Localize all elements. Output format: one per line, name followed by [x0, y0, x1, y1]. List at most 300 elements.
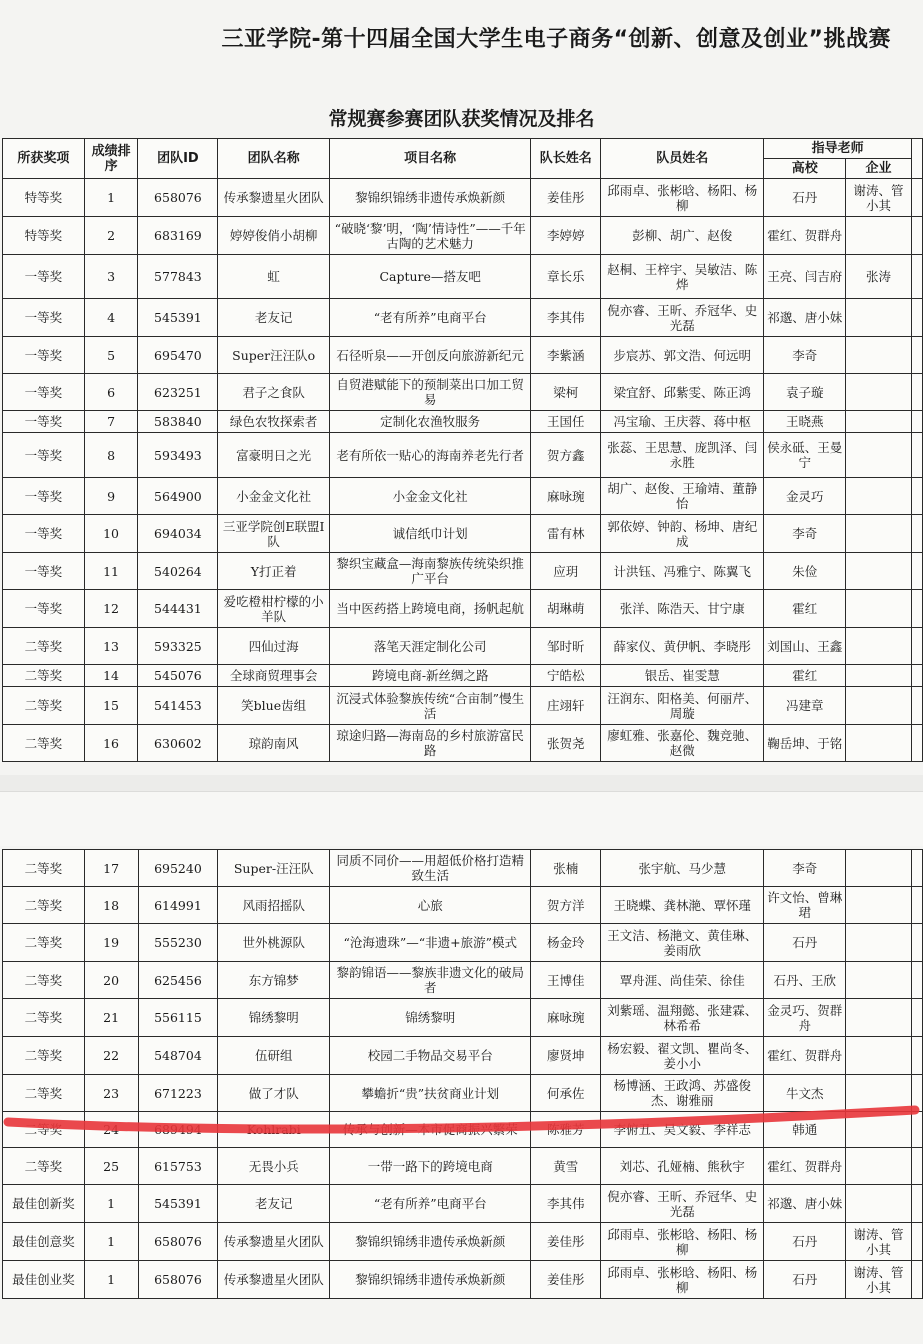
- extra-cell: [911, 553, 922, 590]
- advisor-company-cell: [846, 887, 912, 924]
- award-cell: 二等奖: [3, 924, 85, 962]
- project-cell: 琼途归路—海南岛的乡村旅游富民路: [329, 725, 530, 762]
- project-cell: 自贸港赋能下的预制菜出口加工贸易: [329, 374, 530, 411]
- team-id-cell: 545391: [138, 299, 218, 337]
- advisor-school-cell: 霍红、贺群舟: [764, 1148, 846, 1185]
- advisor-school-cell: 李奇: [764, 337, 846, 374]
- project-cell: 一带一路下的跨境电商: [330, 1148, 531, 1185]
- rank-cell: 1: [84, 1261, 138, 1299]
- extra-cell: [911, 687, 922, 725]
- project-cell: “老有所养”电商平台: [329, 299, 530, 337]
- team-id-cell: 545076: [138, 665, 218, 687]
- project-cell: 小金金文化社: [329, 478, 530, 515]
- members-cell: 邱雨卓、张彬晗、杨阳、杨柳: [601, 179, 764, 217]
- team-name-cell: 全球商贸理事会: [218, 665, 330, 687]
- award-cell: 一等奖: [3, 374, 85, 411]
- advisor-company-cell: [846, 553, 912, 590]
- leader-cell: 梁柯: [531, 374, 601, 411]
- award-cell: 二等奖: [3, 1037, 85, 1075]
- team-name-cell: 风雨招摇队: [218, 887, 330, 924]
- advisor-school-cell: 李奇: [764, 850, 846, 887]
- rank-cell: 9: [84, 478, 138, 515]
- project-cell: 锦绣黎明: [330, 999, 531, 1037]
- team-id-cell: 695240: [138, 850, 218, 887]
- project-cell: Capture—搭友吧: [329, 255, 530, 299]
- advisor-school-cell: 石丹: [764, 179, 846, 217]
- award-cell: 二等奖: [3, 687, 85, 725]
- members-cell: 刘芯、孔娅楠、熊秋宇: [601, 1148, 764, 1185]
- rank-cell: 2: [84, 217, 138, 255]
- table-row: [3, 1037, 923, 1075]
- rank-cell: 20: [84, 962, 138, 999]
- leader-cell: 张贺尧: [531, 725, 601, 762]
- award-cell: 二等奖: [3, 850, 85, 887]
- members-cell: 汪润东、阳格美、何丽芹、周璇: [601, 687, 764, 725]
- members-cell: 张洋、陈浩天、甘宁康: [601, 590, 764, 628]
- table-row: [3, 962, 923, 999]
- rank-cell: 24: [84, 1112, 138, 1148]
- leader-cell: 李婷婷: [531, 217, 601, 255]
- advisor-school-cell: 许文怡、曾琳珺: [764, 887, 846, 924]
- project-cell: 黎韵锦语——黎族非遗文化的破局者: [330, 962, 531, 999]
- rank-cell: 8: [84, 433, 138, 478]
- advisor-school-cell: 石丹: [764, 1261, 846, 1299]
- advisor-school-cell: 刘国山、王鑫: [764, 628, 846, 665]
- leader-cell: 廖贤坤: [531, 1037, 601, 1075]
- table-row: [3, 887, 923, 924]
- team-id-cell: 541453: [138, 687, 218, 725]
- header-advisor-company: 企业: [846, 159, 912, 179]
- project-cell: 落笔天涯定制化公司: [329, 628, 530, 665]
- award-cell: 二等奖: [3, 628, 85, 665]
- members-cell: 邱雨卓、张彬晗、杨阳、杨柳: [601, 1223, 764, 1261]
- team-id-cell: 548704: [138, 1037, 218, 1075]
- members-cell: 步宸苏、郭文浩、何远明: [601, 337, 764, 374]
- advisor-school-cell: 霍红、贺群舟: [764, 217, 846, 255]
- advisor-school-cell: 金灵巧、贺群舟: [764, 999, 846, 1037]
- advisor-company-cell: [846, 1112, 912, 1148]
- team-name-cell: 传承黎遗星火团队: [218, 1261, 330, 1299]
- project-cell: 攀蟾折“贵”扶贫商业计划: [330, 1075, 531, 1112]
- leader-cell: 贺方洋: [531, 887, 601, 924]
- advisor-school-cell: 冯建章: [764, 687, 846, 725]
- leader-cell: 张楠: [531, 850, 601, 887]
- team-name-cell: Y打正着: [218, 553, 330, 590]
- extra-cell: [911, 887, 922, 924]
- members-cell: 王文洁、杨滟文、黄佳琳、姜雨欣: [601, 924, 764, 962]
- advisor-company-cell: 张涛: [846, 255, 912, 299]
- team-name-cell: 虹: [218, 255, 330, 299]
- leader-cell: 麻咏琬: [531, 999, 601, 1037]
- advisor-company-cell: [846, 1075, 912, 1112]
- table-row: [3, 590, 923, 628]
- award-cell: 一等奖: [3, 433, 85, 478]
- advisor-company-cell: [846, 687, 912, 725]
- team-name-cell: 世外桃源队: [218, 924, 330, 962]
- table-row: [3, 850, 923, 887]
- header-award: 所获奖项: [3, 139, 85, 179]
- team-id-cell: 658076: [138, 1223, 218, 1261]
- team-id-cell: 625456: [138, 962, 218, 999]
- table-subtitle: 常规赛参赛团队获奖情况及排名: [328, 108, 595, 130]
- leader-cell: 李紫涵: [531, 337, 601, 374]
- members-cell: 彭柳、胡广、赵俊: [601, 217, 764, 255]
- extra-cell: [911, 1037, 922, 1075]
- header-team-name: 团队名称: [218, 139, 330, 179]
- extra-cell: [911, 179, 922, 217]
- team-name-cell: Super-汪汪队: [218, 850, 330, 887]
- award-cell: 最佳创新奖: [3, 1185, 85, 1223]
- award-cell: 一等奖: [3, 255, 85, 299]
- leader-cell: 麻咏琬: [531, 478, 601, 515]
- team-id-cell: 658076: [138, 1261, 218, 1299]
- project-cell: 沉浸式体验黎族传统“合亩制”慢生活: [329, 687, 530, 725]
- leader-cell: 李其伟: [531, 299, 601, 337]
- award-cell: 二等奖: [3, 725, 85, 762]
- team-name-cell: 琼韵南风: [218, 725, 330, 762]
- header-team-id: 团队ID: [138, 139, 218, 179]
- extra-cell: [911, 628, 922, 665]
- table-row: [3, 515, 923, 553]
- team-id-cell: 683169: [138, 217, 218, 255]
- leader-cell: 宁皓松: [531, 665, 601, 687]
- team-id-cell: 564900: [138, 478, 218, 515]
- team-id-cell: 544431: [138, 590, 218, 628]
- rank-cell: 4: [84, 299, 138, 337]
- extra-cell: [911, 478, 922, 515]
- project-cell: 定制化农渔牧服务: [329, 411, 530, 433]
- team-name-cell: 婷婷俊俏小胡柳: [218, 217, 330, 255]
- team-name-cell: 无畏小兵: [218, 1148, 330, 1185]
- award-cell: 一等奖: [3, 411, 85, 433]
- members-cell: 梁宜舒、邱紫雯、陈正鸿: [601, 374, 764, 411]
- members-cell: 廖虹雅、张嘉伦、魏竞驰、赵微: [601, 725, 764, 762]
- rank-cell: 15: [84, 687, 138, 725]
- advisor-school-cell: 王亮、闫吉府: [764, 255, 846, 299]
- team-name-cell: 四仙过海: [218, 628, 330, 665]
- project-cell: 黎锦织锦绣非遗传承焕新颜: [329, 179, 530, 217]
- advisor-school-cell: 牛文杰: [764, 1075, 846, 1112]
- table-row: [3, 999, 923, 1037]
- table-row: [3, 628, 923, 665]
- extra-cell: [911, 999, 922, 1037]
- project-cell: 老有所依一贴心的海南养老先行者: [329, 433, 530, 478]
- header-rank: 成绩排序: [84, 139, 138, 179]
- table-row: [3, 1148, 923, 1185]
- team-id-cell: 671223: [138, 1075, 218, 1112]
- award-cell: 二等奖: [3, 999, 85, 1037]
- team-name-cell: 绿色农牧探索者: [218, 411, 330, 433]
- advisor-school-cell: 石丹: [764, 924, 846, 962]
- advisor-company-cell: [846, 411, 912, 433]
- header-project: 项目名称: [329, 139, 530, 179]
- members-cell: 张宇航、马少慧: [601, 850, 764, 887]
- leader-cell: 王国任: [531, 411, 601, 433]
- project-cell: 心旅: [330, 887, 531, 924]
- advisor-company-cell: [846, 1185, 912, 1223]
- team-id-cell: 540264: [138, 553, 218, 590]
- advisor-company-cell: [846, 850, 912, 887]
- award-cell: 一等奖: [3, 299, 85, 337]
- members-cell: 郭依婷、钟韵、杨坤、唐纪成: [601, 515, 764, 553]
- members-cell: 刘紫瑶、温翔懿、张建霖、林希希: [601, 999, 764, 1037]
- team-name-cell: Super汪汪队o: [218, 337, 330, 374]
- rank-cell: 6: [84, 374, 138, 411]
- rank-cell: 21: [84, 999, 138, 1037]
- advisor-school-cell: 石丹、王欣: [764, 962, 846, 999]
- award-cell: 二等奖: [3, 887, 85, 924]
- advisor-company-cell: [846, 665, 912, 687]
- extra-cell: [911, 1112, 922, 1148]
- advisor-school-cell: 霍红、贺群舟: [764, 1037, 846, 1075]
- rank-cell: 1: [84, 1185, 138, 1223]
- advisor-school-cell: 石丹: [764, 1223, 846, 1261]
- team-name-cell: 传承黎遗星火团队: [218, 179, 330, 217]
- members-cell: 薛家仪、黄伊帆、李晓彤: [601, 628, 764, 665]
- table-row: [3, 1112, 923, 1148]
- table-row: [3, 553, 923, 590]
- advisor-company-cell: [846, 962, 912, 999]
- leader-cell: 何承佐: [531, 1075, 601, 1112]
- table-row: [3, 687, 923, 725]
- rank-cell: 1: [84, 1223, 138, 1261]
- advisor-company-cell: [846, 1148, 912, 1185]
- leader-cell: 庄翊轩: [531, 687, 601, 725]
- project-cell: 诚信纸巾计划: [329, 515, 530, 553]
- award-cell: 一等奖: [3, 553, 85, 590]
- team-id-cell: 615753: [138, 1148, 218, 1185]
- table-row: [3, 433, 923, 478]
- extra-cell: [911, 1148, 922, 1185]
- team-id-cell: 556115: [138, 999, 218, 1037]
- leader-cell: 胡琳萌: [531, 590, 601, 628]
- rank-cell: 14: [84, 665, 138, 687]
- advisor-school-cell: 韩通: [764, 1112, 846, 1148]
- project-cell: “老有所养”电商平台: [330, 1185, 531, 1223]
- members-cell: 张蕊、王思慧、庞凯泽、闫永胜: [601, 433, 764, 478]
- table-row: [3, 924, 923, 962]
- extra-cell: [911, 725, 922, 762]
- team-name-cell: 做了才队: [218, 1075, 330, 1112]
- team-name-cell: 君子之食队: [218, 374, 330, 411]
- award-cell: 特等奖: [3, 217, 85, 255]
- rank-cell: 13: [84, 628, 138, 665]
- project-cell: 黎织宝藏盒—海南黎族传统染织推广平台: [329, 553, 530, 590]
- members-cell: 杨博涵、王政鸿、苏盛俊杰、谢雅丽: [601, 1075, 764, 1112]
- advisor-company-cell: [846, 924, 912, 962]
- advisor-company-cell: [846, 337, 912, 374]
- advisor-company-cell: [846, 374, 912, 411]
- extra-cell: [911, 1185, 922, 1223]
- rank-cell: 17: [84, 850, 138, 887]
- extra-cell: [911, 1223, 922, 1261]
- team-id-cell: 689494: [138, 1112, 218, 1148]
- leader-cell: 邹时昕: [531, 628, 601, 665]
- team-name-cell: 富豪明日之光: [218, 433, 330, 478]
- leader-cell: 黄雪: [531, 1148, 601, 1185]
- team-name-cell: 三亚学院创E联盟I队: [218, 515, 330, 553]
- extra-cell: [911, 374, 922, 411]
- rank-cell: 10: [84, 515, 138, 553]
- advisor-company-cell: [846, 217, 912, 255]
- award-cell: 一等奖: [3, 515, 85, 553]
- members-cell: 王晓蝶、龚林滟、覃怀瑾: [601, 887, 764, 924]
- rank-cell: 16: [84, 725, 138, 762]
- rank-cell: 3: [84, 255, 138, 299]
- team-name-cell: 东方锦梦: [218, 962, 330, 999]
- advisor-school-cell: 祁邈、唐小妹: [764, 299, 846, 337]
- project-cell: 传承与创新—本市促商振兴繁荣: [330, 1112, 531, 1148]
- team-id-cell: 695470: [138, 337, 218, 374]
- header-extra: [911, 139, 922, 179]
- team-name-cell: Kohlrabi: [218, 1112, 330, 1148]
- award-cell: 二等奖: [3, 665, 85, 687]
- award-cell: 二等奖: [3, 1148, 85, 1185]
- award-cell: 二等奖: [3, 1112, 85, 1148]
- team-id-cell: 694034: [138, 515, 218, 553]
- members-cell: 邱雨卓、张彬晗、杨阳、杨柳: [601, 1261, 764, 1299]
- awards-table-part-2: [2, 849, 923, 1299]
- table-row: [3, 255, 923, 299]
- team-name-cell: 笑blue齿组: [218, 687, 330, 725]
- team-id-cell: 658076: [138, 179, 218, 217]
- extra-cell: [911, 850, 922, 887]
- project-cell: 同质不同价——用超低价格打造精致生活: [330, 850, 531, 887]
- team-id-cell: 623251: [138, 374, 218, 411]
- table-row: [3, 1185, 923, 1223]
- advisor-school-cell: 鞠岳坤、于铭: [764, 725, 846, 762]
- team-id-cell: 583840: [138, 411, 218, 433]
- award-cell: 特等奖: [3, 179, 85, 217]
- team-id-cell: 545391: [138, 1185, 218, 1223]
- advisor-company-cell: [846, 478, 912, 515]
- header-advisor: 指导老师: [764, 139, 912, 159]
- extra-cell: [911, 1261, 922, 1299]
- project-cell: 校园二手物品交易平台: [330, 1037, 531, 1075]
- members-cell: 冯宝瑜、王庆蓉、蒋中枢: [601, 411, 764, 433]
- members-cell: 杨宏毅、翟文凯、瞿尚冬、姜小小: [601, 1037, 764, 1075]
- project-cell: “沧海遗珠”—“非遗+旅游”模式: [330, 924, 531, 962]
- team-name-cell: 小金金文化社: [218, 478, 330, 515]
- project-cell: 黎锦织锦绣非遗传承焕新颜: [330, 1223, 531, 1261]
- advisor-company-cell: [846, 433, 912, 478]
- team-name-cell: 老友记: [218, 299, 330, 337]
- advisor-school-cell: 霍红: [764, 590, 846, 628]
- rank-cell: 12: [84, 590, 138, 628]
- leader-cell: 李其伟: [531, 1185, 601, 1223]
- award-cell: 一等奖: [3, 478, 85, 515]
- advisor-company-cell: 谢涛、管小其: [846, 179, 912, 217]
- advisor-company-cell: 谢涛、管小其: [846, 1261, 912, 1299]
- rank-cell: 22: [84, 1037, 138, 1075]
- header-members: 队员姓名: [601, 139, 764, 179]
- rank-cell: 19: [84, 924, 138, 962]
- advisor-company-cell: [846, 515, 912, 553]
- members-cell: 李俯丑、吴文毅、李祥志: [601, 1112, 764, 1148]
- rank-cell: 1: [84, 179, 138, 217]
- leader-cell: 应玥: [531, 553, 601, 590]
- rank-cell: 23: [84, 1075, 138, 1112]
- rank-cell: 5: [84, 337, 138, 374]
- extra-cell: [911, 665, 922, 687]
- team-name-cell: 传承黎遗星火团队: [218, 1223, 330, 1261]
- award-cell: 一等奖: [3, 590, 85, 628]
- advisor-school-cell: 祁邈、唐小妹: [764, 1185, 846, 1223]
- team-id-cell: 555230: [138, 924, 218, 962]
- extra-cell: [911, 299, 922, 337]
- table-row: [3, 1075, 923, 1112]
- leader-cell: 姜佳彤: [531, 1223, 601, 1261]
- extra-cell: [911, 217, 922, 255]
- project-cell: “破晓‘黎’明，‘陶’情诗性”——千年古陶的艺术魅力: [329, 217, 530, 255]
- team-name-cell: 爱吃橙柑柠檬的小羊队: [218, 590, 330, 628]
- leader-cell: 雷有林: [531, 515, 601, 553]
- team-name-cell: 老友记: [218, 1185, 330, 1223]
- extra-cell: [911, 255, 922, 299]
- award-cell: 二等奖: [3, 962, 85, 999]
- rank-cell: 11: [84, 553, 138, 590]
- header-advisor-school: 高校: [764, 159, 846, 179]
- advisor-company-cell: [846, 628, 912, 665]
- members-cell: 覃舟涯、尚佳荣、徐佳: [601, 962, 764, 999]
- members-cell: 倪亦睿、王昕、乔冠华、史光磊: [601, 299, 764, 337]
- table-row: [3, 725, 923, 762]
- header-row: [3, 139, 923, 159]
- members-cell: 银岳、崔雯慧: [601, 665, 764, 687]
- advisor-company-cell: [846, 299, 912, 337]
- leader-cell: 姜佳彤: [531, 1261, 601, 1299]
- advisor-company-cell: [846, 590, 912, 628]
- members-cell: 胡广、赵俊、王瑜靖、董静怡: [601, 478, 764, 515]
- team-name-cell: 锦绣黎明: [218, 999, 330, 1037]
- table-row: [3, 337, 923, 374]
- advisor-company-cell: [846, 1037, 912, 1075]
- team-id-cell: 577843: [138, 255, 218, 299]
- table-row: [3, 411, 923, 433]
- table-row: [3, 1223, 923, 1261]
- rank-cell: 7: [84, 411, 138, 433]
- team-id-cell: 593325: [138, 628, 218, 665]
- table-row: [3, 217, 923, 255]
- team-id-cell: 593493: [138, 433, 218, 478]
- advisor-school-cell: 侯永砥、王曼宁: [764, 433, 846, 478]
- leader-cell: 陈雅芳: [531, 1112, 601, 1148]
- team-id-cell: 614991: [138, 887, 218, 924]
- project-cell: 当中医药搭上跨境电商，扬帆起航: [329, 590, 530, 628]
- advisor-school-cell: 朱俭: [764, 553, 846, 590]
- table-row: [3, 299, 923, 337]
- team-name-cell: 伍研组: [218, 1037, 330, 1075]
- rank-cell: 18: [84, 887, 138, 924]
- page-break: [0, 775, 923, 845]
- extra-cell: [911, 411, 922, 433]
- advisor-company-cell: 谢涛、管小其: [846, 1223, 912, 1261]
- extra-cell: [911, 337, 922, 374]
- members-cell: 赵桐、王梓宇、吴敏洁、陈烨: [601, 255, 764, 299]
- project-cell: 黎锦织锦绣非遗传承焕新颜: [330, 1261, 531, 1299]
- members-cell: 计洪钰、冯雅宁、陈翼飞: [601, 553, 764, 590]
- leader-cell: 章长乐: [531, 255, 601, 299]
- award-cell: 二等奖: [3, 1075, 85, 1112]
- award-cell: 最佳创业奖: [3, 1261, 85, 1299]
- leader-cell: 贺方鑫: [531, 433, 601, 478]
- leader-cell: 杨金玲: [531, 924, 601, 962]
- advisor-school-cell: 李奇: [764, 515, 846, 553]
- table-row: [3, 665, 923, 687]
- project-cell: 石径听泉——开创反向旅游新纪元: [329, 337, 530, 374]
- awards-table-part-1: [2, 138, 923, 762]
- advisor-school-cell: 王晓燕: [764, 411, 846, 433]
